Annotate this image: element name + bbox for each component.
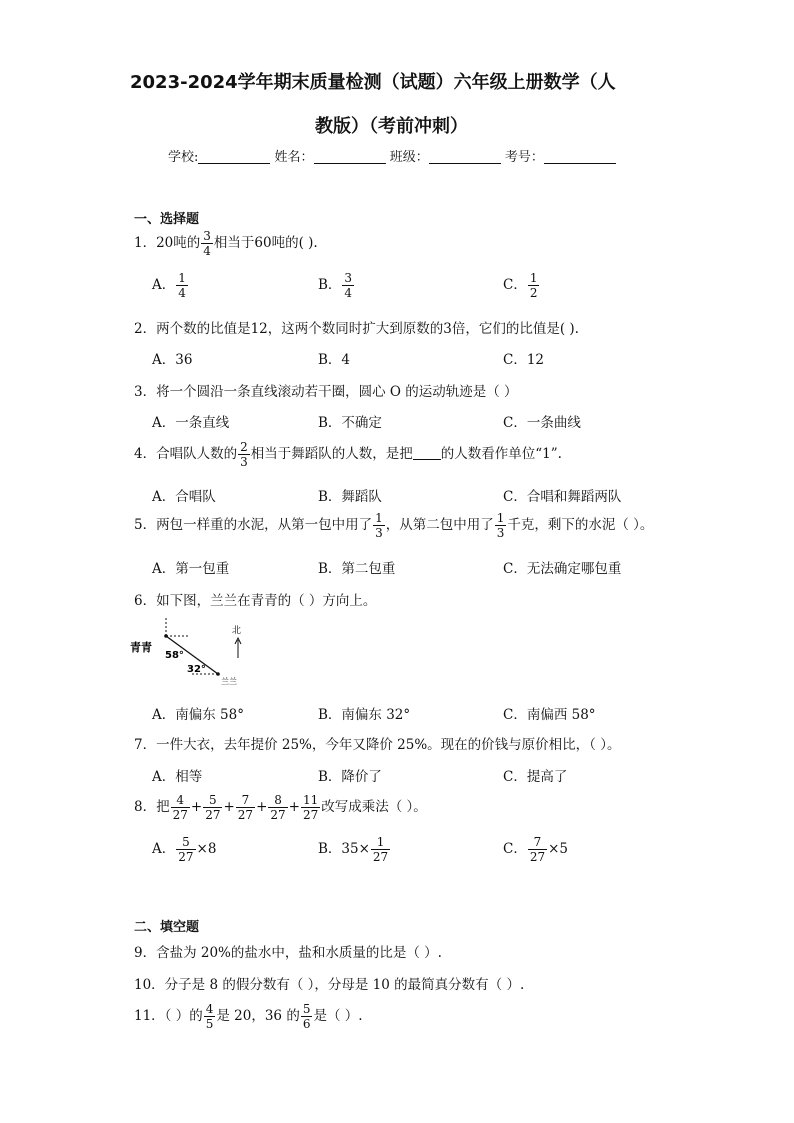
q8-plus-3: + [256, 799, 268, 815]
q8-t2-den: 27 [205, 808, 221, 822]
q11-prefix: 11．（ ）的 [134, 1008, 203, 1024]
q8-opt-c-frac [528, 836, 547, 863]
q1-opt-b-num: 3 [344, 271, 353, 285]
q8-t4-num: 8 [268, 794, 287, 808]
q5-f1-num: 1 [375, 511, 383, 525]
q8-opt-a-den: 27 [178, 850, 194, 864]
lanlan-label: 兰兰 [221, 677, 237, 686]
q8-opt-b-label: B．35× [318, 841, 370, 857]
question-4 [134, 441, 562, 468]
q5-f1-den: 3 [375, 526, 383, 540]
q4-blank[interactable] [413, 447, 441, 460]
q7-option-a[interactable]: A．相等 [152, 769, 203, 785]
q11-fraction-2 [301, 1003, 313, 1030]
question-8 [134, 794, 427, 821]
q8-t3-den: 27 [237, 808, 254, 822]
q8-option-c[interactable] [503, 836, 568, 863]
q11-f2-num: 5 [302, 1002, 311, 1016]
question-11 [134, 1003, 363, 1030]
q2-option-a[interactable]: A．36 [152, 352, 193, 368]
q8-opt-b-frac [371, 836, 390, 863]
direction-diagram [130, 618, 255, 690]
question-5 [134, 512, 653, 539]
q4-frac-num: 2 [240, 440, 248, 454]
lanlan-point [216, 672, 220, 676]
q8-plus-2: + [223, 799, 235, 815]
q1-opt-c-frac [528, 272, 540, 299]
q7-option-c[interactable]: C．提高了 [503, 769, 568, 785]
q1-opt-a-den: 4 [178, 286, 186, 300]
q1-opt-b-frac [342, 272, 354, 299]
section-title-fill: 二、填空题 [134, 920, 200, 935]
page-title-line1: 2023-2024学年期末质量检测（试题）六年级上册数学（人 [130, 72, 616, 93]
q8-t5-num: 11 [302, 793, 319, 807]
q8-t2-num: 5 [203, 794, 222, 808]
q1-opt-a-label: A． [152, 277, 176, 293]
q8-t4-den: 27 [270, 808, 286, 822]
q1-option-b[interactable] [318, 272, 355, 299]
q1-frac-num: 3 [203, 229, 211, 243]
q5-fraction-2 [495, 512, 507, 539]
q11-f1-den: 5 [205, 1017, 214, 1031]
q1-opt-a-num: 1 [178, 271, 186, 285]
student-info-row [168, 146, 616, 165]
question-7: 7．一件大衣，去年提价 25%，今年又降价 25%。现在的价钱与原价相比，（ ）。 [134, 737, 621, 753]
angle-32-label: 32° [187, 664, 206, 675]
q11-fraction-1 [204, 1003, 216, 1030]
q8-plus-4: + [288, 799, 300, 815]
q8-prefix: 8．把 [134, 799, 170, 815]
q6-option-b[interactable]: B．南偏东 32° [318, 707, 411, 723]
q5-f2-den: 3 [496, 526, 505, 540]
q3-option-c[interactable]: C．一条曲线 [503, 415, 581, 431]
q11-suffix: 是（ ）. [313, 1008, 363, 1024]
q4-option-c[interactable]: C．合唱和舞蹈两队 [503, 489, 622, 505]
question-6: 6．如下图，兰兰在青青的（ ）方向上。 [134, 593, 377, 609]
q2-option-b[interactable]: B．4 [318, 352, 351, 368]
q8-term-4 [268, 794, 287, 821]
q1-suffix: 相当于60吨的( ). [213, 235, 318, 251]
q11-mid: 是 20，36 的 [216, 1008, 300, 1024]
q1-opt-b-label: B． [318, 277, 342, 293]
q8-plus-1: + [190, 799, 203, 815]
number-label: 考号： [504, 150, 544, 165]
q8-opt-b-den: 27 [372, 850, 389, 864]
q5-fraction-1 [373, 512, 385, 539]
q8-opt-b-num: 1 [371, 836, 390, 850]
q4-option-b[interactable]: B．舞蹈队 [318, 489, 382, 505]
q3-option-a[interactable]: A．一条直线 [152, 415, 230, 431]
q6-option-c[interactable]: C．南偏西 58° [503, 707, 596, 723]
school-label: 学校: [168, 150, 199, 165]
q8-term-1 [171, 794, 190, 821]
question-2: 2．两个数的比值是12，这两个数同时扩大到原数的3倍，它们的比值是( ). [134, 321, 579, 337]
class-blank[interactable] [429, 149, 501, 164]
q8-option-b[interactable] [318, 836, 391, 863]
q8-opt-a-tail: ×8 [196, 841, 217, 857]
angle-58-label: 58° [165, 650, 184, 661]
q11-f2-den: 6 [302, 1017, 311, 1031]
q5-f2-num: 1 [496, 511, 505, 525]
q4-prefix: 4．合唱队人数的 [134, 446, 238, 462]
q5-part3: 千克，剩下的水泥（ ）。 [507, 517, 654, 533]
q5-option-b[interactable]: B．第二包重 [318, 561, 396, 577]
q8-t5-den: 27 [302, 808, 319, 822]
q8-t1-den: 27 [172, 808, 188, 822]
q7-option-b[interactable]: B．降价了 [318, 769, 382, 785]
q8-opt-c-num: 7 [528, 836, 547, 850]
q5-option-c[interactable]: C．无法确定哪包重 [503, 561, 622, 577]
question-10: 10．分子是 8 的假分数有（ ），分母是 10 的最简真分数有（ ）. [134, 977, 525, 993]
q8-opt-c-den: 27 [529, 850, 546, 864]
qingqing-label: 青青 [130, 641, 152, 654]
q8-t3-num: 7 [236, 794, 255, 808]
q1-opt-b-den: 4 [344, 286, 353, 300]
q4-frac-den: 3 [240, 455, 248, 469]
q6-option-a[interactable]: A．南偏东 58° [152, 707, 244, 723]
number-blank[interactable] [544, 149, 616, 164]
school-blank[interactable] [198, 149, 270, 164]
q8-opt-c-label: C． [503, 841, 527, 857]
q4-option-a[interactable]: A．合唱队 [152, 489, 216, 505]
north-label: 北 [232, 626, 242, 636]
q5-part2: ，从第二包中用了 [385, 517, 494, 533]
q8-term-2 [203, 794, 222, 821]
q8-opt-a-num: 5 [176, 836, 195, 850]
q4-fraction [238, 441, 250, 468]
q1-frac-den: 4 [203, 244, 211, 258]
q5-part1: 5．两包一样重的水泥，从第一包中用了 [134, 517, 373, 533]
class-label: 班级： [389, 150, 429, 165]
q11-f1-num: 4 [205, 1002, 214, 1016]
q1-option-a[interactable] [152, 272, 189, 299]
q1-prefix: 1．20吨的 [134, 235, 201, 251]
q1-fraction [201, 230, 213, 257]
q5-option-a[interactable]: A．第一包重 [152, 561, 230, 577]
q8-t1-num: 4 [171, 794, 190, 808]
question-9: 9．含盐为 20%的盐水中，盐和水质量的比是（ ）. [134, 945, 442, 961]
q8-opt-a-label: A． [152, 841, 176, 857]
page-title-line2: 教版）（考前冲刺） [315, 116, 468, 137]
q8-opt-a-frac [176, 836, 195, 863]
q8-option-a[interactable] [152, 836, 216, 863]
name-blank[interactable] [314, 149, 386, 164]
q2-option-c[interactable]: C．12 [503, 352, 545, 368]
q3-option-b[interactable]: B．不确定 [318, 415, 382, 431]
q4-mid: 相当于舞蹈队的人数，是把 [250, 446, 413, 462]
q4-suffix: 的人数看作单位“1”. [440, 446, 562, 462]
q8-suffix: 改写成乘法（ ）。 [321, 799, 427, 815]
q1-option-c[interactable] [503, 272, 540, 299]
section-title-choice: 一、选择题 [134, 212, 200, 227]
qingqing-point [164, 634, 168, 638]
name-label: 姓名： [274, 150, 314, 165]
q8-term-3 [236, 794, 255, 821]
q1-opt-c-num: 1 [529, 271, 538, 285]
q1-opt-c-label: C． [503, 277, 527, 293]
question-3: 3．将一个圆沿一条直线滚动若干圈，圆心 O 的运动轨迹是（ ） [134, 384, 518, 400]
q8-opt-c-tail: ×5 [548, 841, 569, 857]
question-1 [134, 230, 318, 257]
q1-opt-a-frac [176, 272, 188, 299]
q8-term-5 [301, 794, 320, 821]
q1-opt-c-den: 2 [529, 286, 538, 300]
